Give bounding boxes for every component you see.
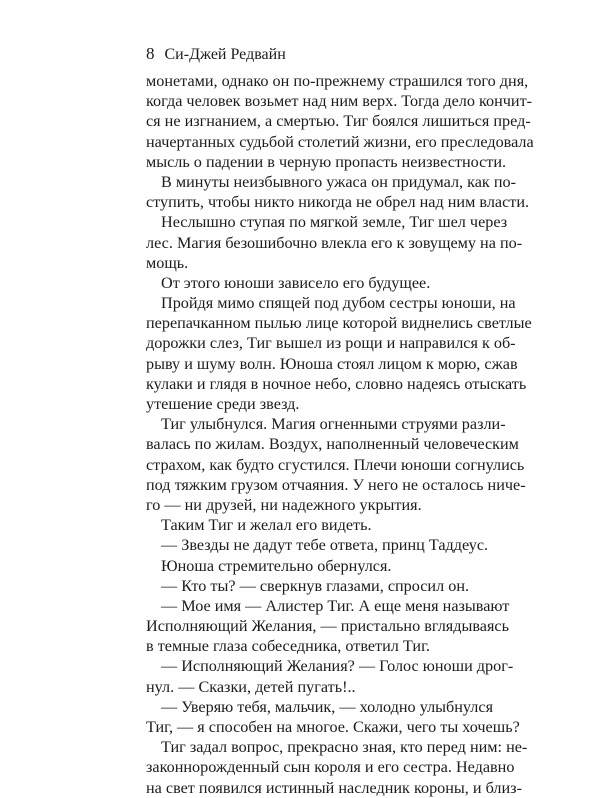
text-line: дорожки слез, Тиг вышел из рощи и направился к об- (146, 334, 516, 353)
text-line: ступить, чтобы никто никогда не обрел над ним власти. (146, 193, 530, 212)
text-line: Тиг улыбнулся. Магия огненными струями разли- (161, 415, 506, 434)
text-line: под тяжким грузом отчаяния. У него не осталось ниче- (146, 475, 526, 494)
text-line: мощь. (146, 253, 189, 272)
text-line: Исполняющий Желания, — пристально вглядываясь (146, 617, 509, 636)
text-line: — Мое имя — Алистер Тиг. А еще меня называют (161, 596, 510, 615)
text-line: — Звезды не дадут тебе ответа, принц Таддеус. (161, 536, 489, 555)
text-line: — Исполняющий Желания? — Голос юноши дрог- (161, 657, 514, 676)
text-line: монетами, однако он по-прежнему страшился того дня, (146, 72, 529, 90)
text-line: рыву и шуму волн. Юноша стоял лицом к морю, сжав (146, 354, 518, 373)
text-line: на свет появился истинный наследник короны, и близ- (146, 778, 522, 797)
text-line: нул. — Сказки, детей пугать!.. (146, 677, 356, 696)
text-line: В минуты неизбывного ужаса он придумал, как по- (161, 172, 516, 191)
text-line: Пройдя мимо спящей под дубом сестры юноши, на (161, 294, 516, 313)
text-line: кулаки и глядя в ночное небо, словно надеясь отыскать (146, 374, 527, 393)
text-line: валась по жилам. Воздух, наполненный человеческим (146, 435, 519, 454)
text-line: мысль о падении в черную пропасть неизвестности. (146, 152, 507, 171)
text-line: го — ни друзей, ни надежного укрытия. (146, 495, 422, 514)
text-line: Таким Тиг и желал его видеть. (161, 516, 372, 535)
text-line: Тиг задал вопрос, прекрасно зная, кто перед ним: не- (161, 738, 528, 757)
page-number: 8 (146, 44, 155, 63)
running-title: Си-Джей Редвайн (164, 46, 286, 63)
text-line: перепачканном пылью лице которой виднелись светлые (146, 314, 532, 333)
text-line: Тиг, — я способен на многое. Скажи, чего ты хочешь? (146, 718, 520, 736)
text-line: ся не изгнанием, а смертью. Тиг боялся лишиться пред- (146, 112, 531, 131)
text-line: законнорожденный сын короля и его сестра. Недавно (146, 758, 515, 777)
text-line: когда человек возьмет над ним верх. Тогда дело кончит- (146, 92, 533, 111)
running-header (146, 44, 286, 65)
text-line: Неслышно ступая по мягкой земле, Тиг шел через (161, 213, 508, 232)
text-line: — Кто ты? — сверкнув глазами, спросил он. (161, 576, 470, 595)
body-text (146, 71, 534, 798)
text-line: начертанных судьбой столетий жизни, его преследовала (146, 132, 534, 151)
text-line: От этого юноши зависело его будущее. (161, 273, 431, 292)
text-line: — Уверяю тебя, мальчик, — холодно улыбнулся (161, 697, 494, 716)
text-line: лес. Магия безошибочно влекла его к зовущему на по- (146, 233, 523, 252)
text-line: утешение среди звезд. (146, 395, 300, 413)
text-line: страхом, как будто сгустился. Плечи юноши согнулись (146, 455, 525, 474)
text-line: Юноша стремительно обернулся. (161, 556, 392, 575)
text-line: в темные глаза собеседника, ответил Тиг. (146, 637, 430, 656)
